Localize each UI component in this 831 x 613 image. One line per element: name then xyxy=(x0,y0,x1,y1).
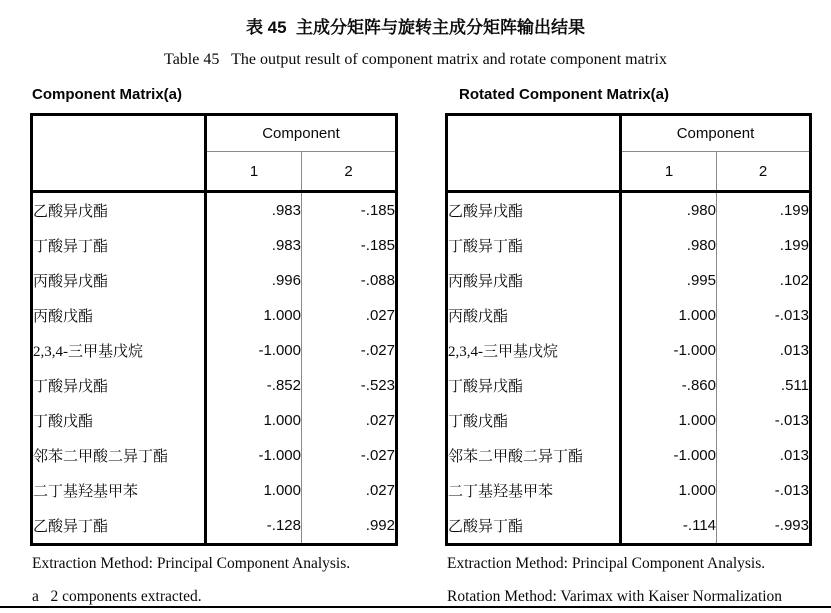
table-row xyxy=(447,403,811,438)
row-label: 乙酸异戊酯 xyxy=(447,192,621,229)
component-1-value: -.852 xyxy=(206,368,302,403)
row-label: 邻苯二甲酸二异丁酯 xyxy=(447,438,621,473)
table-row xyxy=(32,228,397,263)
component-2-value: -.185 xyxy=(360,237,395,254)
component-2-value: -.185 xyxy=(360,202,395,219)
table-row xyxy=(32,403,397,438)
column-header-1: 1 xyxy=(206,152,302,192)
component-1-value: 1.000 xyxy=(206,298,302,333)
component-2-value: -.027 xyxy=(360,342,395,359)
component-1-value: 1.000 xyxy=(621,403,717,438)
component-matrix-heading: Component Matrix(a) xyxy=(32,86,182,103)
component-1-value: -.860 xyxy=(621,368,717,403)
column-header-2: 2 xyxy=(717,152,811,192)
table-row xyxy=(32,333,397,368)
table-row xyxy=(447,228,811,263)
component-2-value: .102 xyxy=(779,272,809,289)
row-label: 2,3,4-三甲基戊烷 xyxy=(32,333,206,368)
component-1-value: 1.000 xyxy=(621,298,717,333)
component-2-value: .199 xyxy=(779,237,809,254)
table-row xyxy=(447,438,811,473)
row-label: 丙酸异戊酯 xyxy=(32,263,206,298)
row-label: 二丁基羟基甲苯 xyxy=(447,473,621,508)
table-row xyxy=(447,508,811,545)
table-row xyxy=(32,298,397,333)
component-2-value: -.027 xyxy=(360,447,395,464)
component-2-value: .013 xyxy=(779,342,809,359)
extraction-method-note: Extraction Method: Principal Component Analysis. xyxy=(32,555,351,572)
component-1-value: 1.000 xyxy=(206,473,302,508)
table-caption-zh: 表 45 主成分矩阵与旋转主成分矩阵输出结果 xyxy=(245,18,586,37)
table-row xyxy=(447,263,811,298)
component-2-value: -.013 xyxy=(774,307,809,324)
component-2-value: .027 xyxy=(365,412,395,429)
table-row xyxy=(447,368,811,403)
row-label: 丁酸异丁酯 xyxy=(32,228,206,263)
row-label: 丙酸戊酯 xyxy=(32,298,206,333)
table-row xyxy=(32,192,397,229)
components-extracted-note: a 2 components extracted. xyxy=(32,588,202,605)
table-row xyxy=(447,333,811,368)
component-1-value: .995 xyxy=(621,263,717,298)
stub-header-cell xyxy=(32,115,206,192)
table-caption-en: Table 45 The output result of component matrix and rotate component matrix xyxy=(164,51,667,68)
stub-header-cell xyxy=(447,115,621,192)
row-label: 乙酸异丁酯 xyxy=(32,508,206,545)
component-matrix-table xyxy=(30,113,398,546)
component-1-value: -1.000 xyxy=(206,333,302,368)
row-label: 丁酸异戊酯 xyxy=(447,368,621,403)
column-header-2: 2 xyxy=(302,152,397,192)
component-1-value: -1.000 xyxy=(206,438,302,473)
component-2-value: -.523 xyxy=(360,377,395,394)
row-label: 丙酸戊酯 xyxy=(447,298,621,333)
rotated-component-matrix-table xyxy=(445,113,812,546)
component-1-value: -1.000 xyxy=(621,438,717,473)
row-label: 丁酸戊酯 xyxy=(447,403,621,438)
component-1-value: .980 xyxy=(621,228,717,263)
table-row xyxy=(32,368,397,403)
component-2-value: -.013 xyxy=(774,412,809,429)
component-1-value: .983 xyxy=(206,228,302,263)
component-1-value: -.128 xyxy=(206,508,302,545)
table-row xyxy=(447,192,811,229)
table-row xyxy=(32,438,397,473)
column-header-1: 1 xyxy=(621,152,717,192)
page-bottom-rule xyxy=(0,606,831,608)
row-label: 丁酸异丁酯 xyxy=(447,228,621,263)
component-1-value: .980 xyxy=(621,192,717,229)
component-1-value: 1.000 xyxy=(621,473,717,508)
table-row xyxy=(447,298,811,333)
row-label: 乙酸异丁酯 xyxy=(447,508,621,545)
table-row xyxy=(32,473,397,508)
rotated-component-matrix-section xyxy=(445,86,812,606)
component-2-value: .027 xyxy=(365,482,395,499)
row-label: 丙酸异戊酯 xyxy=(447,263,621,298)
rotation-method-note: Rotation Method: Varimax with Kaiser Normalization xyxy=(447,588,783,605)
component-1-value: -.114 xyxy=(621,508,717,545)
component-2-value: .511 xyxy=(780,377,809,394)
component-2-value: .027 xyxy=(365,307,395,324)
component-2-value: -.013 xyxy=(774,482,809,499)
table-row xyxy=(447,473,811,508)
component-2-value: .992 xyxy=(365,517,395,534)
component-matrix-section xyxy=(30,86,398,606)
rotated-component-matrix-heading: Rotated Component Matrix(a) xyxy=(459,86,669,103)
component-2-value: -.993 xyxy=(774,517,809,534)
component-1-value: 1.000 xyxy=(206,403,302,438)
component-group-header: Component xyxy=(206,115,397,152)
component-2-value: -.088 xyxy=(360,272,395,289)
row-label: 2,3,4-三甲基戊烷 xyxy=(447,333,621,368)
component-1-value: .983 xyxy=(206,192,302,229)
row-label: 丁酸异戊酯 xyxy=(32,368,206,403)
component-2-value: .199 xyxy=(779,202,809,219)
component-1-value: -1.000 xyxy=(621,333,717,368)
table-row xyxy=(32,263,397,298)
extraction-method-note: Extraction Method: Principal Component Analysis. xyxy=(447,555,766,572)
row-label: 邻苯二甲酸二异丁酯 xyxy=(32,438,206,473)
table-row xyxy=(32,508,397,545)
row-label: 乙酸异戊酯 xyxy=(32,192,206,229)
component-1-value: .996 xyxy=(206,263,302,298)
row-label: 二丁基羟基甲苯 xyxy=(32,473,206,508)
component-group-header: Component xyxy=(621,115,811,152)
row-label: 丁酸戊酯 xyxy=(32,403,206,438)
component-2-value: .013 xyxy=(779,447,809,464)
